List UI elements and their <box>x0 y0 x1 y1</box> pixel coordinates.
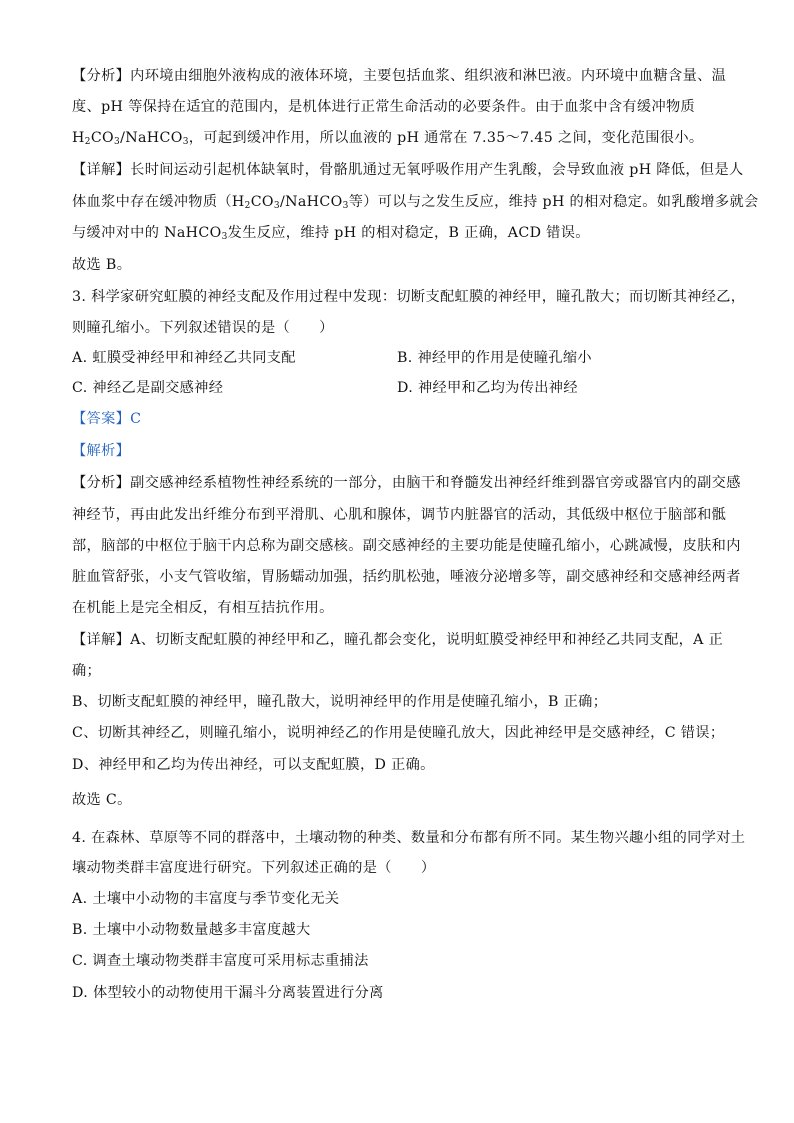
q3-option-a: A. 虹膜受神经甲和神经乙共同支配 <box>72 350 296 366</box>
q3-analysis-line-5: 在机能上是完全相反，有相互拮抗作用。 <box>72 600 334 616</box>
q3-detail-line-4: C、切断其神经乙，则瞳孔缩小，说明神经乙的作用是使瞳孔放大，因此神经甲是交感神经，C 错误； <box>72 725 725 741</box>
q3-analysis-line-4: 脏血管舒张，小支气管收缩，胃肠蠕动加强，括约肌松弛，唾液分泌增多等，副交感神经和交感神经两者 <box>72 569 741 585</box>
q2-detail-line-1: 【详解】长时间运动引起机体缺氧时，骨骼肌通过无氧呼吸作用产生乳酸，会导致血液 pH 降低，但是人 <box>72 162 744 178</box>
q4-option-b: B. 土壤中小动物数量越多丰富度越大 <box>72 922 311 938</box>
q3-detail-line-3: B、切断支配虹膜的神经甲，瞳孔散大，说明神经甲的作用是使瞳孔缩小，B 正确； <box>72 694 608 710</box>
q2-conclusion: 故选 B。 <box>72 257 132 273</box>
q3-stem-line-2: 则瞳孔缩小。下列叙述错误的是（ ） <box>72 320 334 336</box>
q2-analysis-line-2: 度、pH 等保持在适宜的范围内，是机体进行正常生命活动的必要条件。由于血浆中含有缓冲物质 <box>72 99 696 115</box>
q3-option-b: B. 神经甲的作用是使瞳孔缩小 <box>397 350 592 366</box>
q2-analysis-line-3: $H_2CO_3/NaHCO_3$，可起到缓冲作用，所以血液的 pH 通常在 7.35～7.45 之间，变化范围很小。 <box>72 130 704 147</box>
q3-detail-line-2: 确； <box>72 663 102 679</box>
q3-analysis-line-3: 部，脑部的中枢位于脑干内总称为副交感核。副交感神经的主要功能是使瞳孔缩小，心跳减慢，皮肤和内 <box>72 538 741 554</box>
q3-analysis-line-2: 神经节，再由此发出纤维分布到平滑肌、心肌和腺体，调节内脏器官的活动，其低级中枢位于脑部和骶 <box>72 507 727 523</box>
q4-option-d: D. 体型较小的动物使用干漏斗分离装置进行分离 <box>72 985 384 1001</box>
q3-analysis-line-1: 【分析】副交感神经系植物性神经系统的一部分，由脑干和脊髓发出神经纤维到器官旁或器官内的副交感 <box>72 475 741 491</box>
q2-detail-line-2: 体血浆中存在缓冲物质（$H_2CO_3/NaHCO_3$等）可以与之发生反应，维持 pH 的相对稳定。如乳酸增多就会 <box>72 194 759 211</box>
q3-detail-line-1: 【详解】A、切断支配虹膜的神经甲和乙，瞳孔都会变化，说明虹膜受神经甲和神经乙共同支配，A 正 <box>72 632 724 648</box>
q3-answer: 【答案】C <box>72 411 142 427</box>
q3-explain-label: 【解析】 <box>72 443 131 459</box>
q4-stem-line-2: 壤动物类群丰富度进行研究。下列叙述正确的是（ ） <box>72 860 436 876</box>
q3-detail-line-5: D、神经甲和乙均为传出神经，可以支配虹膜，D 正确。 <box>72 757 435 773</box>
q3-stem-line-1: 3. 科学家研究虹膜的神经支配及作用过程中发现：切断支配虹膜的神经甲，瞳孔散大；而切断其神经乙， <box>72 289 746 305</box>
q2-analysis-line-1: 【分析】内环境由细胞外液构成的液体环境，主要包括血浆、组织液和淋巴液。内环境中血糖含量、温 <box>72 68 727 84</box>
q2-detail-line-3: 与缓冲对中的 NaHCO$_3$发生反应，维持 pH 的相对稳定，B 正确，ACD 错误。 <box>72 225 590 242</box>
q4-option-a: A. 土壤中小动物的丰富度与季节变化无关 <box>72 891 340 907</box>
q3-option-c: C. 神经乙是副交感神经 <box>72 380 224 396</box>
q3-conclusion: 故选 C。 <box>72 792 132 808</box>
q4-option-c: C. 调查土壤动物类群丰富度可采用标志重捕法 <box>72 953 369 969</box>
q3-option-d: D. 神经甲和乙均为传出神经 <box>397 380 578 396</box>
q4-stem-line-1: 4. 在森林、草原等不同的群落中，土壤动物的种类、数量和分布都有所不同。某生物兴趣小组的同学对土 <box>72 830 746 846</box>
